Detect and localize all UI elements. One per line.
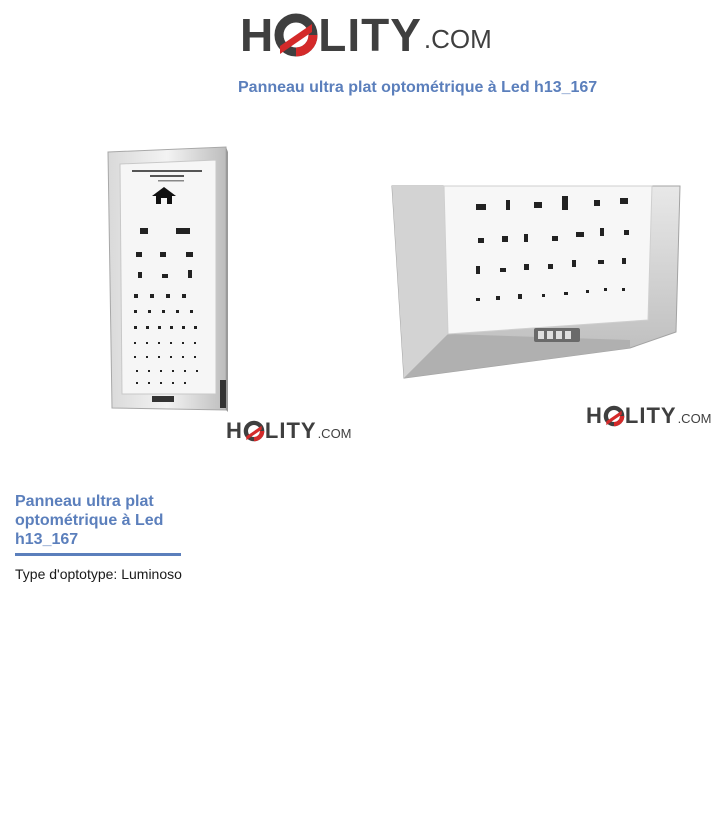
product-photo-front[interactable] <box>100 140 350 450</box>
eye-chart-panel-front <box>100 140 350 450</box>
heading-divider <box>15 553 181 556</box>
logo-letters: LITY <box>624 403 677 428</box>
product-heading: Panneau ultra plat optométrique à Led h13_167 <box>15 493 164 548</box>
brand-logo-small <box>226 420 352 442</box>
spec-value: Luminoso <box>121 566 182 582</box>
logo-com: .COM <box>677 411 712 426</box>
logo-letters: LITY <box>318 9 422 61</box>
spec-line <box>15 566 182 582</box>
brand-logo[interactable] <box>240 9 492 61</box>
spec-label: Type d'optotype: <box>15 566 118 582</box>
logo-o-icon <box>603 405 625 427</box>
page-title: Panneau ultra plat optométrique à Led h13_167 <box>238 79 598 96</box>
brand-logo-small <box>586 405 712 427</box>
eye-chart-panel-angled <box>386 180 706 440</box>
logo-letter-h: H <box>226 418 243 443</box>
logo-com: .COM <box>423 24 492 54</box>
logo-letter-h: H <box>240 9 275 61</box>
logo-letters: LITY <box>264 418 317 443</box>
product-photo-angled[interactable] <box>386 180 706 440</box>
logo-letter-h: H <box>586 403 603 428</box>
logo-com: .COM <box>317 426 352 441</box>
logo-o-icon <box>243 420 265 442</box>
logo-o-icon <box>274 12 318 58</box>
